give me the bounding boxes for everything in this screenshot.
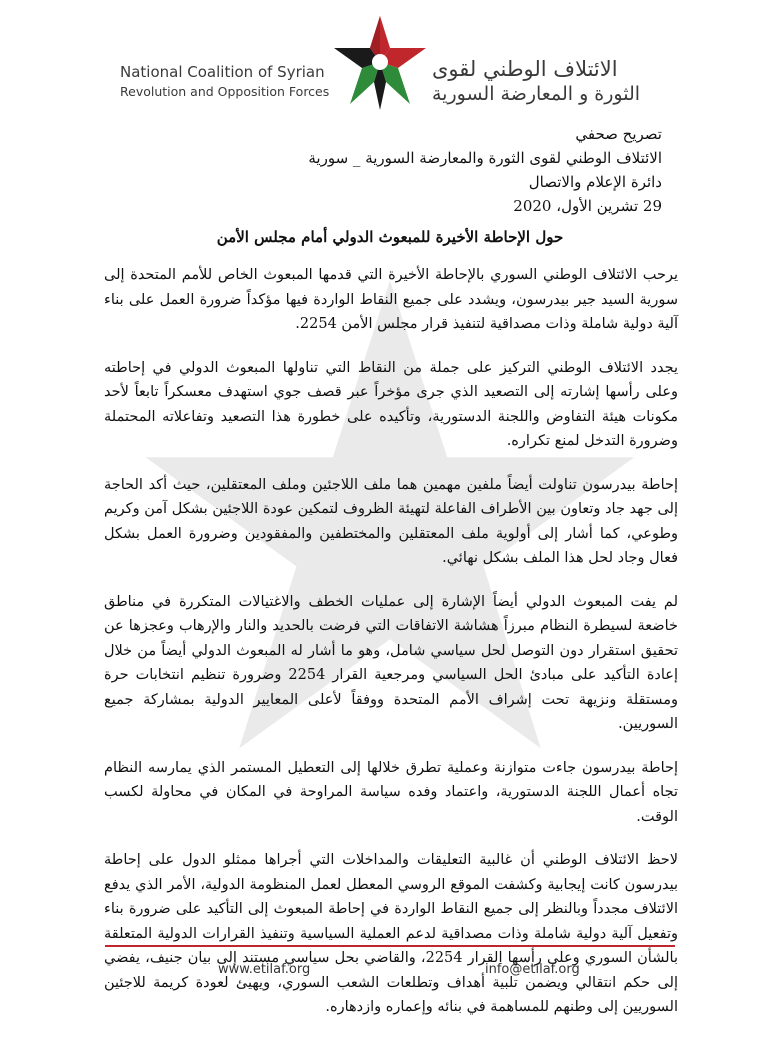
org-name-arabic xyxy=(432,56,662,106)
paragraph: يجدد الائتلاف الوطني التركيز على جملة من النقاط التي تناولها المبعوث الدولي في إحاطته وعلى رأسها إشارته إلى التصعيد الذي جرى مؤخراً عبر قصف جوي استهدف معسكراً تابعاً لأحد مكونات هيئة التفاوض واللجنة الدستورية، وتأكيده على خطورة هذا التصعيد وتفاعلاته المحتملة وضرورة التدخل لمنع تكراره. xyxy=(104,359,678,449)
paragraph: إحاطة بيدرسون تناولت أيضاً ملفين مهمين هما ملف اللاجئين وملف المعتقلين، حيث أكد الحاجة إلى جهد جاد وتعاون بين الأطراف الفاعلة لتهيئة الظروف لتمكين عودة اللاجئين بشكل آمن وكريم وطوعي، كما أشار إلى أولوية ملف المعتقلين والمختطفين والمفقودين وضرورة العمل بشكل فعال وجاد لحل هذا الملف بشكل نهائي. xyxy=(104,476,678,566)
coalition-star-logo-icon xyxy=(330,12,430,112)
letterhead xyxy=(0,0,780,115)
paragraph: يرحب الائتلاف الوطني السوري بالإحاطة الأخيرة التي قدمها المبعوث الخاص للأمم المتحدة إلى سورية السيد جير بيدرسون، ويشدد على جميع النقاط الواردة فيها مؤكداً ضرورة العمل على بناء آلية دولية شاملة وذات مصداقية لتنفيذ قرار مجلس الأمن 2254. xyxy=(104,267,678,332)
footer-divider xyxy=(105,945,675,947)
statement-title: حول الإحاطة الأخيرة للمبعوث الدولي أمام مجلس الأمن xyxy=(216,228,564,246)
org-name-en-line2: Revolution and Opposition Forces xyxy=(120,84,330,99)
paragraph: لم يفت المبعوث الدولي أيضاً الإشارة إلى عمليات الخطف والاغتيالات المتكررة في مناطق خاضعة لسيطرة النظام مبرزاً هشاشة الاتفاقات التي فرضت بالحديد والنار والإرهاب وعجزها عن تحقيق استقرار دون التوصل لحل سياسي شامل، وهو ما أشار له المبعوث الدولي أيضاً من خلال إعادة التأكيد على مبادئ الحل السياسي ومرجعية القرار 2254 وضرورة تنظيم انتخابات حرة ومستقلة ونزيهة تحت إشراف الأمم المتحدة ووفقاً لأعلى المعايير الدولية بمشاركة جميع السوريين. xyxy=(104,593,678,732)
doc-type: تصريح صحفي xyxy=(575,125,662,143)
org-name-en-line1: National Coalition of Syrian xyxy=(120,63,325,81)
org-name-ar-line2: الثورة و المعارضة السورية xyxy=(432,83,641,105)
org-name-ar-line1: الائتلاف الوطني لقوى xyxy=(432,57,618,81)
org-name-english xyxy=(120,62,340,102)
statement-body xyxy=(104,263,678,1039)
department: دائرة الإعلام والاتصال xyxy=(528,173,662,191)
date: 29 تشرين الأول، 2020 xyxy=(513,197,662,215)
paragraph: لاحظ الائتلاف الوطني أن غالبية التعليقات والمداخلات التي أجراها ممثلو الدول على إحاطة بيدرسون كانت إيجابية وكشفت الموقع الروسي المعطل لعمل المنظومة الدولية، الأمر الذي يدفع الائتلاف مجدداً وبالنظر إلى جميع النقاط الواردة في إحاطة المبعوث إلى التأكيد على ضرورة بناء وتفعيل آلية دولية شاملة وذات مصداقية لدعم العملية السياسية وتنفيذ القرارات الدولية المتعلقة بالشأن السوري وعلى رأسها القرار 2254، والقاضي بحل سياسي مستند إلى بيان جنيف، يفضي إلى حكم انتقالي ويضمن تلبية أهداف وتطلعات الشعب السوري، ويهيئ لعودة كريمة للاجئين السوريين إلى وطنهم للمساهمة في بنائه وإعماره وازدهاره. xyxy=(104,852,679,1015)
statement-meta xyxy=(102,122,662,218)
email-link[interactable]: info@etilaf.org xyxy=(485,962,580,977)
website-link[interactable]: www.etilaf.org xyxy=(218,962,311,977)
org-line: الائتلاف الوطني لقوى الثورة والمعارضة السورية _ سورية xyxy=(308,149,662,167)
paragraph: إحاطة بيدرسون جاءت متوازنة وعملية تطرق خلالها إلى التعطيل المستمر الذي يمارسه النظام تجاه أعمال اللجنة الدستورية، واعتماد وفده سياسة المراوحة في المكان في محاولة لكسب الوقت. xyxy=(104,759,678,825)
